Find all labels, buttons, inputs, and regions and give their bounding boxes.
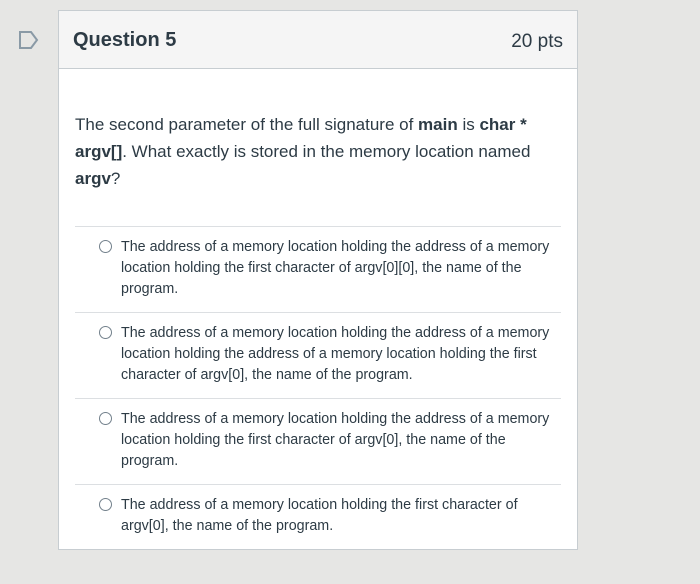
question-text-segment: is — [457, 115, 480, 134]
question-code-term: char * argv[] — [75, 115, 527, 161]
question-card — [58, 10, 578, 550]
answer-label: The address of a memory location holding the first character of argv[0], the name of the program. — [121, 497, 518, 534]
answer-option[interactable] — [75, 313, 561, 399]
question-title: Question 5 — [73, 29, 177, 51]
answer-label: The address of a memory location holding the address of a memory location holding the first character of argv[0], the name of the program. — [121, 411, 550, 469]
question-text — [75, 111, 535, 192]
radio-icon[interactable] — [99, 240, 112, 253]
question-code-term: argv — [75, 169, 111, 188]
answer-label: The address of a memory location holding the address of a memory location holding the first character of argv[0][0], the name of the program. — [121, 239, 550, 297]
radio-icon[interactable] — [99, 412, 112, 425]
answer-option[interactable] — [75, 399, 561, 485]
question-header — [59, 11, 577, 69]
answer-label: The address of a memory location holding the address of a memory location holding the address of a memory location holding the first character of argv[0], the name of the program. — [121, 325, 550, 383]
question-code-term: main — [418, 115, 458, 134]
question-points: 20 pts — [511, 31, 563, 52]
answer-option[interactable] — [75, 227, 561, 313]
question-text-segment: . What exactly is stored in the memory location named — [122, 142, 531, 161]
answer-list — [75, 226, 561, 549]
radio-icon[interactable] — [99, 326, 112, 339]
answer-option[interactable] — [75, 485, 561, 549]
radio-icon[interactable] — [99, 498, 112, 511]
question-body — [59, 69, 577, 549]
question-text-segment: The second parameter of the full signature of — [75, 115, 419, 134]
question-text-segment: ? — [110, 169, 121, 188]
flag-icon[interactable] — [18, 30, 40, 50]
